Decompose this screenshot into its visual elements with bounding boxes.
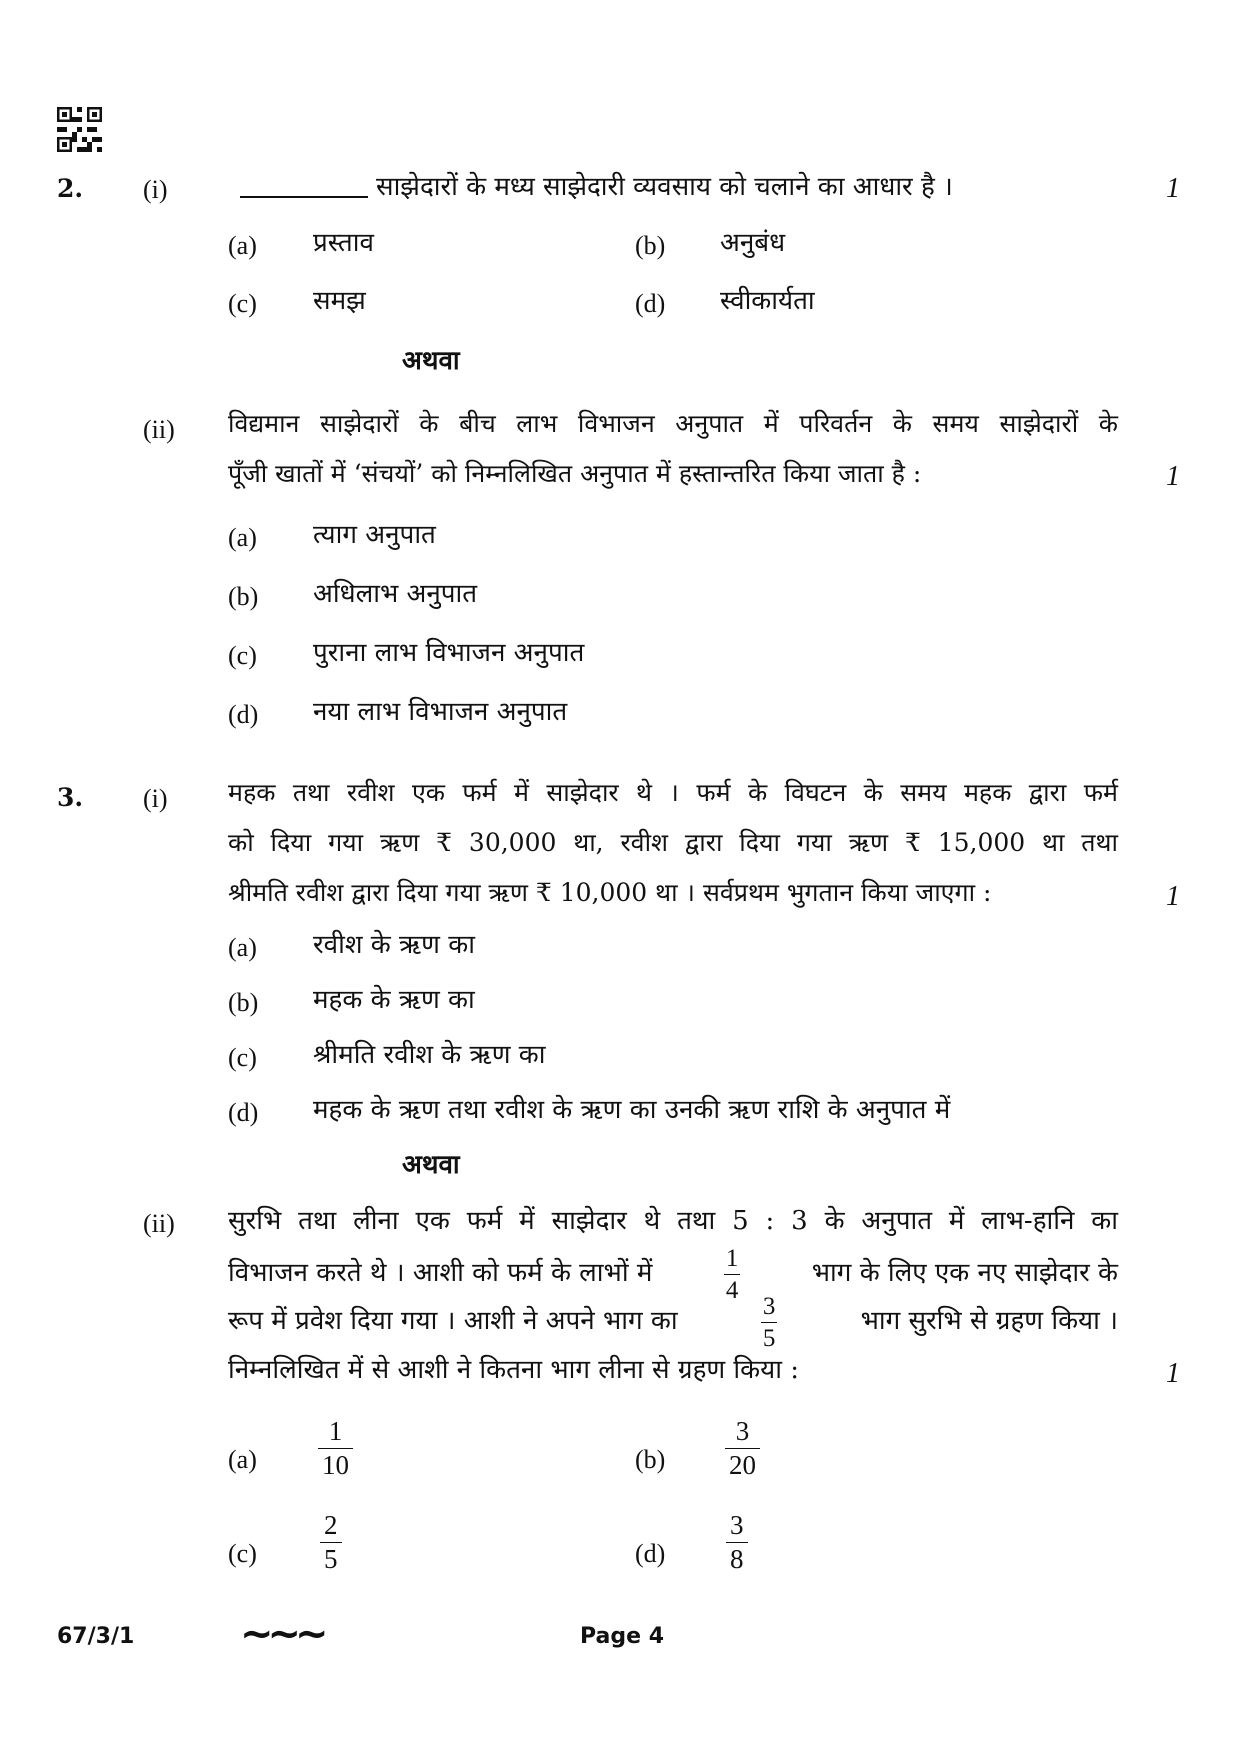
option-label: (a)	[228, 1445, 257, 1474]
option-label: (b)	[228, 988, 259, 1017]
or-heading: अथवा	[402, 1150, 460, 1180]
option-label: (c)	[228, 289, 257, 318]
option-text: नया लाभ विभाजन अनुपात	[313, 697, 568, 727]
option-label: (d)	[635, 1539, 666, 1568]
option-fraction: $\frac{3}{20}$	[719, 1418, 766, 1479]
option-label: (c)	[228, 1043, 257, 1072]
option-label: (a)	[228, 231, 257, 260]
question-text-line: विभाजन करते थे । आशी को फर्म के लाभों में $\frac{1}{4}$ भाग के लिए एक नए साझेदार के	[228, 1244, 1118, 1304]
paper-code: 67/3/1	[57, 1624, 135, 1649]
option-label: (b)	[635, 1445, 666, 1474]
question-text: साझेदारों के मध्य साझेदारी व्यवसाय को चलाने का आधार है ।	[240, 172, 953, 203]
option-text: श्रीमति रवीश के ऋण का	[313, 1040, 546, 1070]
part-label: (i)	[143, 175, 168, 204]
question-text: विद्यमान साझेदारों के बीच लाभ विभाजन अनुपात में परिवर्तन के समय साझेदारों के पूँजी खातों में ‘संचयों’ को निम्नलिखित अनुपात में हस्तान्तरित किया जाता है :	[228, 409, 1118, 488]
question-text-line: सुरभि तथा लीना एक फर्म में साझेदार थे तथा 5 : 3 के अनुपात में लाभ-हानि का	[228, 1206, 1118, 1236]
question-number: 2.	[57, 174, 84, 203]
marks: 1	[1166, 461, 1180, 492]
option-label: (b)	[228, 582, 259, 611]
option-label: (c)	[228, 641, 257, 670]
question-text-line: रूप में प्रवेश दिया गया । आशी ने अपने भाग का $\frac{3}{5}$ भाग सुरभि से ग्रहण किया ।	[228, 1292, 1118, 1352]
page-number: Page 4	[580, 1624, 665, 1649]
marks: 1	[1166, 173, 1180, 204]
part-label: (ii)	[143, 1209, 175, 1238]
fraction: $\frac{3}{5}$	[762, 1292, 776, 1352]
option-text: प्रस्ताव	[313, 228, 374, 258]
question-number: 3.	[57, 783, 84, 812]
fill-blank	[240, 196, 368, 198]
or-heading: अथवा	[402, 346, 460, 376]
option-label: (c)	[228, 1539, 257, 1568]
option-fraction: $\frac{3}{8}$	[720, 1512, 754, 1573]
option-label: (a)	[228, 523, 257, 552]
option-text: अनुबंध	[720, 228, 786, 258]
footer-ornament: ~~~	[240, 1611, 323, 1657]
option-label: (a)	[228, 933, 257, 962]
option-text: त्याग अनुपात	[313, 520, 436, 550]
option-text: समझ	[313, 286, 366, 316]
option-fraction: $\frac{1}{10}$	[312, 1418, 359, 1479]
part-label: (i)	[143, 784, 168, 813]
option-text: महक के ऋण तथा रवीश के ऋण का उनकी ऋण राशि के अनुपात में	[313, 1095, 951, 1125]
option-text: पुराना लाभ विभाजन अनुपात	[313, 638, 585, 668]
fraction: $\frac{1}{4}$	[725, 1244, 739, 1304]
part-label: (ii)	[143, 415, 175, 444]
option-label: (b)	[635, 231, 666, 260]
question-text: महक तथा रवीश एक फर्म में साझेदार थे । फर्म के विघटन के समय महक द्वारा फर्म को दिया गया ऋण ₹ 30,000 था, रवीश द्वारा दिया गया ऋण ₹ 15,000 था तथा श्रीमति रवीश द्वारा दिया गया ऋण ₹ 10,000 था । सर्वप्रथम भुगतान किया जाएगा :	[228, 778, 1118, 907]
option-label: (d)	[228, 1098, 259, 1127]
option-label: (d)	[635, 289, 666, 318]
qr-code-icon	[57, 107, 102, 152]
option-text: स्वीकार्यता	[720, 286, 815, 316]
option-text: रवीश के ऋण का	[313, 930, 475, 960]
question-text-line: निम्नलिखित में से आशी ने कितना भाग लीना से ग्रहण किया :	[228, 1355, 799, 1385]
marks: 1	[1166, 881, 1180, 912]
option-fraction: $\frac{2}{5}$	[314, 1512, 348, 1573]
option-text: अधिलाभ अनुपात	[313, 579, 478, 609]
option-label: (d)	[228, 700, 259, 729]
option-text: महक के ऋण का	[313, 985, 475, 1015]
marks: 1	[1166, 1358, 1180, 1389]
